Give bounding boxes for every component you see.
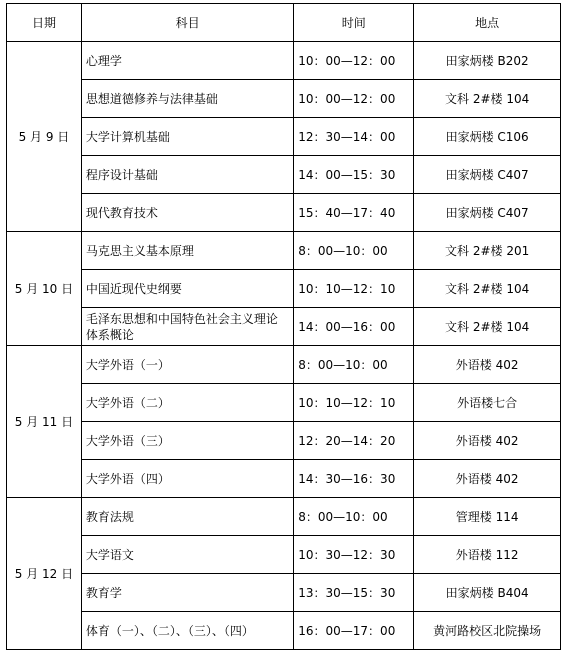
place-cell: 田家炳楼 C106 (414, 118, 561, 156)
time-cell: 10：10—12：10 (294, 270, 414, 308)
header-date: 日期 (7, 4, 82, 42)
header-row (7, 4, 561, 42)
table-row (7, 194, 561, 232)
place-cell: 文科 2#楼 201 (414, 232, 561, 270)
table-row (7, 536, 561, 574)
table-row (7, 42, 561, 80)
subject-cell: 毛泽东思想和中国特色社会主义理论体系概论 (81, 308, 293, 346)
subject-cell: 大学外语（四） (81, 460, 293, 498)
place-cell: 黄河路校区北院操场 (414, 612, 561, 650)
table-row (7, 118, 561, 156)
time-cell: 14：00—16：00 (294, 308, 414, 346)
date-cell: 5 月 12 日 (7, 498, 82, 650)
table-row (7, 612, 561, 650)
subject-cell: 程序设计基础 (81, 156, 293, 194)
time-cell: 12：30—14：00 (294, 118, 414, 156)
subject-cell: 马克思主义基本原理 (81, 232, 293, 270)
place-cell: 田家炳楼 B202 (414, 42, 561, 80)
subject-cell: 心理学 (81, 42, 293, 80)
place-cell: 外语楼 112 (414, 536, 561, 574)
subject-cell: 教育法规 (81, 498, 293, 536)
table-row (7, 308, 561, 346)
subject-cell: 大学外语（一） (81, 346, 293, 384)
subject-cell: 大学外语（三） (81, 422, 293, 460)
exam-schedule-table (6, 3, 561, 650)
table-row (7, 498, 561, 536)
time-cell: 8：00—10：00 (294, 232, 414, 270)
time-cell: 14：00—15：30 (294, 156, 414, 194)
time-cell: 14：30—16：30 (294, 460, 414, 498)
subject-cell: 思想道德修养与法律基础 (81, 80, 293, 118)
place-cell: 田家炳楼 C407 (414, 156, 561, 194)
subject-cell: 教育学 (81, 574, 293, 612)
table-row (7, 460, 561, 498)
place-cell: 外语楼 402 (414, 460, 561, 498)
subject-cell: 中国近现代史纲要 (81, 270, 293, 308)
subject-cell: 现代教育技术 (81, 194, 293, 232)
place-cell: 管理楼 114 (414, 498, 561, 536)
place-cell: 外语楼七合 (414, 384, 561, 422)
place-cell: 文科 2#楼 104 (414, 270, 561, 308)
date-cell: 5 月 10 日 (7, 232, 82, 346)
header-subject: 科目 (81, 4, 293, 42)
place-cell: 田家炳楼 C407 (414, 194, 561, 232)
place-cell: 文科 2#楼 104 (414, 80, 561, 118)
subject-cell: 大学外语（二） (81, 384, 293, 422)
place-cell: 外语楼 402 (414, 422, 561, 460)
time-cell: 13：30—15：30 (294, 574, 414, 612)
table-row (7, 80, 561, 118)
time-cell: 12：20—14：20 (294, 422, 414, 460)
time-cell: 16：00—17：00 (294, 612, 414, 650)
time-cell: 10：00—12：00 (294, 42, 414, 80)
table-row (7, 422, 561, 460)
table-row (7, 346, 561, 384)
table-row (7, 384, 561, 422)
table-row (7, 232, 561, 270)
header-time: 时间 (294, 4, 414, 42)
table-row (7, 574, 561, 612)
time-cell: 10：10—12：10 (294, 384, 414, 422)
subject-cell: 体育（一）、（二）、（三）、（四） (81, 612, 293, 650)
time-cell: 10：30—12：30 (294, 536, 414, 574)
time-cell: 10：00—12：00 (294, 80, 414, 118)
time-cell: 8：00—10：00 (294, 498, 414, 536)
table-row (7, 270, 561, 308)
place-cell: 田家炳楼 B404 (414, 574, 561, 612)
subject-cell: 大学计算机基础 (81, 118, 293, 156)
header-place: 地点 (414, 4, 561, 42)
time-cell: 15：40—17：40 (294, 194, 414, 232)
place-cell: 文科 2#楼 104 (414, 308, 561, 346)
place-cell: 外语楼 402 (414, 346, 561, 384)
date-cell: 5 月 11 日 (7, 346, 82, 498)
date-cell: 5 月 9 日 (7, 42, 82, 232)
table-row (7, 156, 561, 194)
subject-cell: 大学语文 (81, 536, 293, 574)
time-cell: 8：00—10：00 (294, 346, 414, 384)
